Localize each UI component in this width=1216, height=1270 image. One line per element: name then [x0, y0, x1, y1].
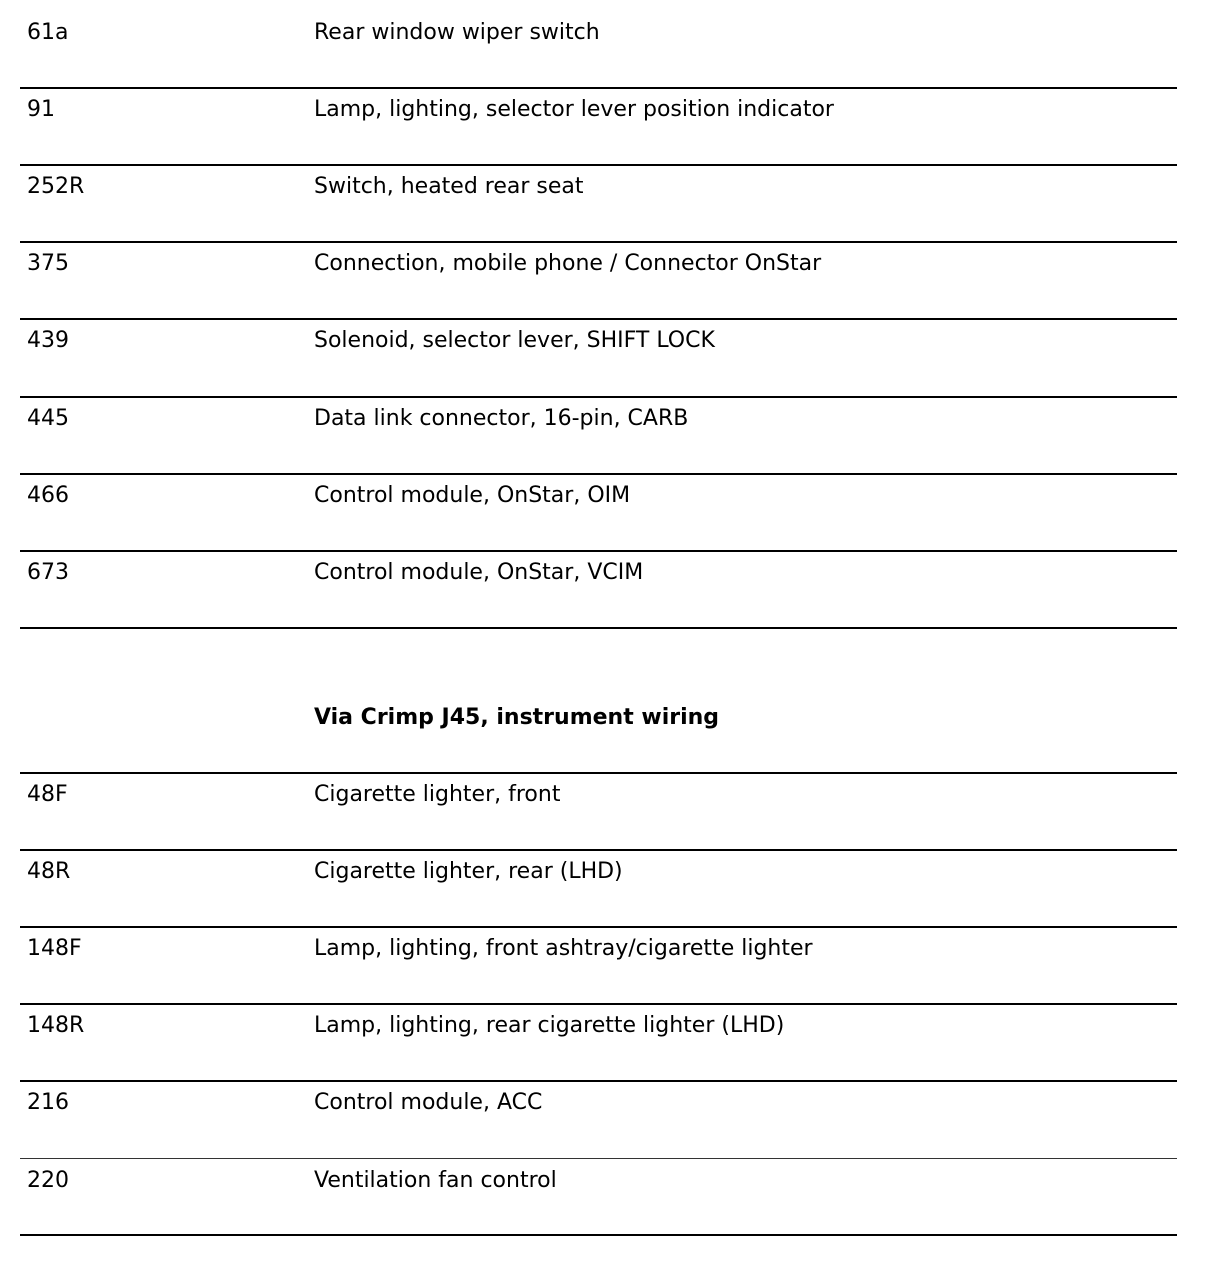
component-description: Rear window wiper switch [314, 20, 600, 45]
component-description: Solenoid, selector lever, SHIFT LOCK [314, 328, 715, 353]
table-row [20, 77, 1177, 154]
component-description: Lamp, lighting, rear cigarette lighter (LHD) [314, 1013, 785, 1038]
component-code: 375 [27, 251, 69, 276]
table-row [20, 1148, 1177, 1225]
table-row [20, 1070, 1177, 1147]
component-description: Switch, heated rear seat [314, 174, 584, 199]
component-code: 445 [27, 406, 69, 431]
table-row [20, 839, 1177, 916]
component-code: 220 [27, 1168, 69, 1193]
row-divider [20, 1234, 1177, 1236]
table-row [20, 540, 1177, 617]
row-divider [20, 627, 1177, 629]
table-row [20, 916, 1177, 993]
component-description: Control module, OnStar, OIM [314, 483, 631, 508]
component-description: Control module, OnStar, VCIM [314, 560, 644, 585]
component-code: 61a [27, 20, 69, 45]
component-description: Connection, mobile phone / Connector OnStar [314, 251, 822, 276]
table-row [20, 154, 1177, 231]
table-row [20, 993, 1177, 1070]
component-code: 466 [27, 483, 69, 508]
component-code: 252R [27, 174, 85, 199]
component-code: 48F [27, 782, 68, 807]
section-heading: Via Crimp J45, instrument wiring [314, 705, 720, 730]
table-row [20, 0, 1177, 77]
component-description: Lamp, lighting, front ashtray/cigarette lighter [314, 936, 813, 961]
component-code: 91 [27, 97, 55, 122]
component-code: 216 [27, 1090, 69, 1115]
component-description: Data link connector, 16-pin, CARB [314, 406, 689, 431]
component-code: 439 [27, 328, 69, 353]
component-code: 48R [27, 859, 71, 884]
table-row [20, 308, 1177, 385]
component-description: Ventilation fan control [314, 1168, 557, 1193]
component-description: Cigarette lighter, rear (LHD) [314, 859, 623, 884]
table-row [20, 386, 1177, 463]
table-row [20, 231, 1177, 308]
component-description: Control module, ACC [314, 1090, 543, 1115]
component-code: 148F [27, 936, 82, 961]
table-row [20, 463, 1177, 540]
component-code: 673 [27, 560, 69, 585]
table-row [20, 762, 1177, 839]
component-code: 148R [27, 1013, 85, 1038]
component-description: Cigarette lighter, front [314, 782, 561, 807]
component-description: Lamp, lighting, selector lever position indicator [314, 97, 834, 122]
